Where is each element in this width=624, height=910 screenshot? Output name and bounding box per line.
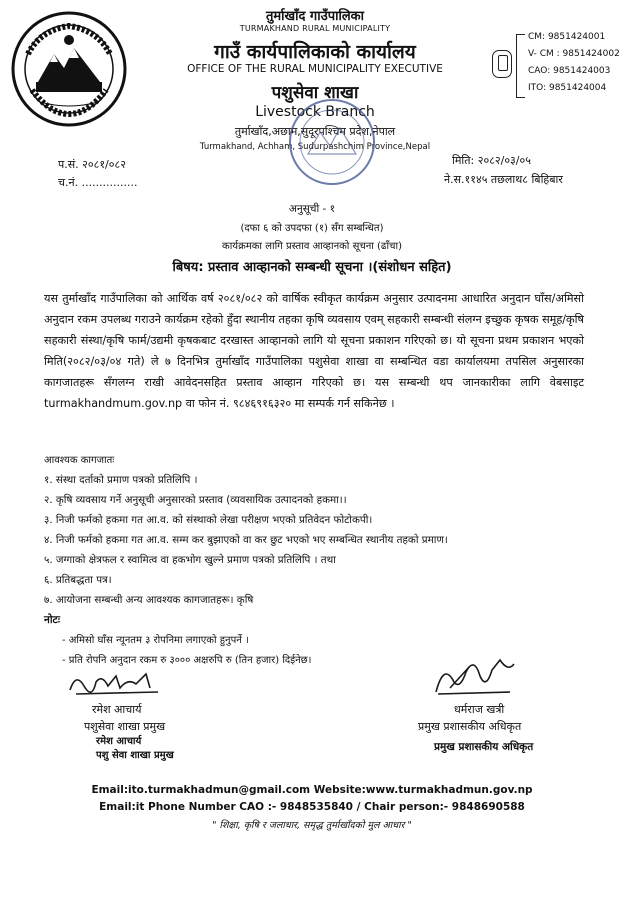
- document-item: ४. निजी फर्मको हकमा गत आ.व. सम्म कर बुझाएको वा कर छुट भएको भए सम्बन्धित स्थानीय तहको प्रमाण।: [44, 534, 448, 546]
- notes-heading: नोटः: [44, 614, 60, 626]
- note-item: - अमिसो घाँस न्यूनतम ३ रोपनिमा लगाएको हुनुपर्ने ।: [62, 635, 249, 646]
- left-stamp-title: पशु सेवा शाखा प्रमुख: [96, 750, 174, 761]
- notice-subject: बिषय: प्रस्ताव आव्हानको सम्बन्धी सूचना ।(संशोधन सहित): [172, 260, 452, 275]
- office-seal-stamp: [286, 96, 378, 188]
- branch-name-nepali: पशुसेवा शाखा: [271, 83, 359, 103]
- dispatch-number: च.नं. ................: [58, 176, 138, 189]
- office-name-nepali: गाउँ कार्यपालिकाको कार्यालय: [214, 41, 416, 63]
- right-stamp-title: प्रमुख प्रशासकीय अधिकृत: [434, 741, 534, 753]
- rural-municipality-name-english: TURMAKHAND RURAL MUNICIPALITY: [239, 24, 391, 33]
- municipality-emblem-logo: [10, 10, 128, 128]
- right-signature-scribble: [430, 652, 520, 696]
- document-item: ६. प्रतिबद्धता पत्र।: [44, 574, 112, 586]
- contact-bracket-divider: [516, 34, 525, 98]
- document-item: ७. आयोजना सम्बन्धी अन्य आवश्यक कागजातहरू। कृषि: [44, 594, 254, 606]
- notice-body-paragraph: यस तुर्माखाँद गाउँपालिका को आर्थिक वर्ष २०८१/०८२ को वार्षिक स्वीकृत कार्यक्रम अनुसार उत्पादनमा आधारित अनुदान घाँस/अमिसो अनुदान रकम उपलब्ध गराउने कार्यक्रम रहेको हुँदा स्थानीय तहका कृषि व्यवसाय एवम् सहकारी सम्बन्धी संलग्न इच्छुक कृषक समूह/कृषि सहकारी संस्था/कृषि फार्म/उद्यमी कृषकबाट दरखास्त आव्हानको लागि यो सूचना प्रकाशन गरिएको छ। यो सूचना प्रथम प्रकाशन भएको मिति(२०८२/०३/०४ गते) ले ७ दिनभित्र तुर्माखाँद गाउँपालिका पशुसेवा शाखा वा सम्बन्धित वडा कार्यालयमा तपसिल अनुसारका कागजातहरू सँगलग्न राखी आवेदनसहित प्रस्ताव आव्हान गरिएको छ। यस सम्बन्धी थप जानकारीका लागि वेबसाइट turmakhandmum.gov.np वा फोन नं. ९८४६९१६३२० मा सम्पर्क गर्न सकिनेछ ।: [44, 292, 584, 410]
- document-item: ५. जग्गाको क्षेत्रफल र स्वामित्व वा हकभोग खुल्ने प्रमाण पत्रको प्रतिलिपि । तथा: [44, 554, 336, 566]
- document-item: २. कृषि व्यवसाय गर्ने अनुसूची अनुसारको प्रस्ताव (व्यवसायिक उत्पादनको हकमा।।: [44, 494, 347, 506]
- contact-ito: ITO: 9851424004: [528, 83, 607, 93]
- mobile-phone-icon: [492, 50, 512, 78]
- annex-description: कार्यक्रमका लागि प्रस्ताव आव्हानको सूचना (ढाँचा): [222, 241, 402, 252]
- right-signatory-name: धर्मराज खत्री: [454, 703, 505, 716]
- required-documents-heading: आवश्यक कागजातः: [44, 455, 115, 466]
- note-item: - प्रति रोपनि अनुदान रकम रु ३००० अक्षरुपि रु (तिन हजार) दिईनेछ।: [62, 655, 312, 666]
- annex-title: अनुसूची - १: [288, 203, 336, 215]
- contact-cm: CM: 9851424001: [528, 32, 606, 42]
- issue-date: मिति: २०८२/०३/०५: [452, 154, 531, 167]
- left-signature-scribble: [66, 668, 166, 698]
- branch-name-english: Livestock Branch: [255, 104, 375, 120]
- left-signatory-name: रमेश आचार्य: [92, 703, 142, 716]
- contact-cao: CAO: 9851424003: [528, 66, 611, 76]
- footer-phone-numbers: Email:it Phone Number CAO :- 9848535840 / Chair person:- 9848690588: [99, 801, 525, 813]
- left-signatory-title: पशुसेवा शाखा प्रमुख: [84, 720, 166, 733]
- document-item: ३. निजी फर्मको हकमा गत आ.व. को संस्थाको लेखा परीक्षण भएको प्रतिवेदन फोटोकपी।: [44, 514, 373, 526]
- footer-slogan: " शिक्षा, कृषि र जलाधार, समृद्ध तुर्माखाँदको मुल आधार ": [212, 820, 412, 831]
- address-english: Turmakhand, Achham, Sudurpashchim Province,Nepal: [199, 142, 431, 152]
- nepal-sambat-date: ने.स.११४५ तछलाथ८ बिहिबार: [444, 173, 563, 186]
- rural-municipality-name-nepali: तुर्माखाँद गाउँपालिका: [265, 9, 365, 24]
- office-name-english: OFFICE OF THE RURAL MUNICIPALITY EXECUTIVE: [187, 63, 443, 75]
- footer-email-website: Email:ito.turmakhadmun@gmail.com Website:www.turmakhadmun.gov.np: [91, 784, 533, 796]
- right-signatory-title: प्रमुख प्रशासकीय अधिकृत: [418, 720, 522, 733]
- address-nepali: तुर्माखाँद,अछाम,सुदूरपश्चिम प्रदेश,नेपाल: [234, 125, 396, 138]
- contact-vice-cm: V- CM : 9851424002: [528, 49, 620, 59]
- contact-numbers-block: [492, 32, 622, 100]
- left-stamp-name: रमेश आचार्य: [96, 736, 142, 747]
- reference-number: प.सं. २०८१/०८२: [58, 158, 126, 171]
- annex-reference: (दफा ६ को उपदफा (१) सँग सम्बन्धित): [240, 223, 384, 234]
- document-item: १. संस्था दर्ताको प्रमाण पत्रको प्रतिलिपि ।: [44, 474, 198, 486]
